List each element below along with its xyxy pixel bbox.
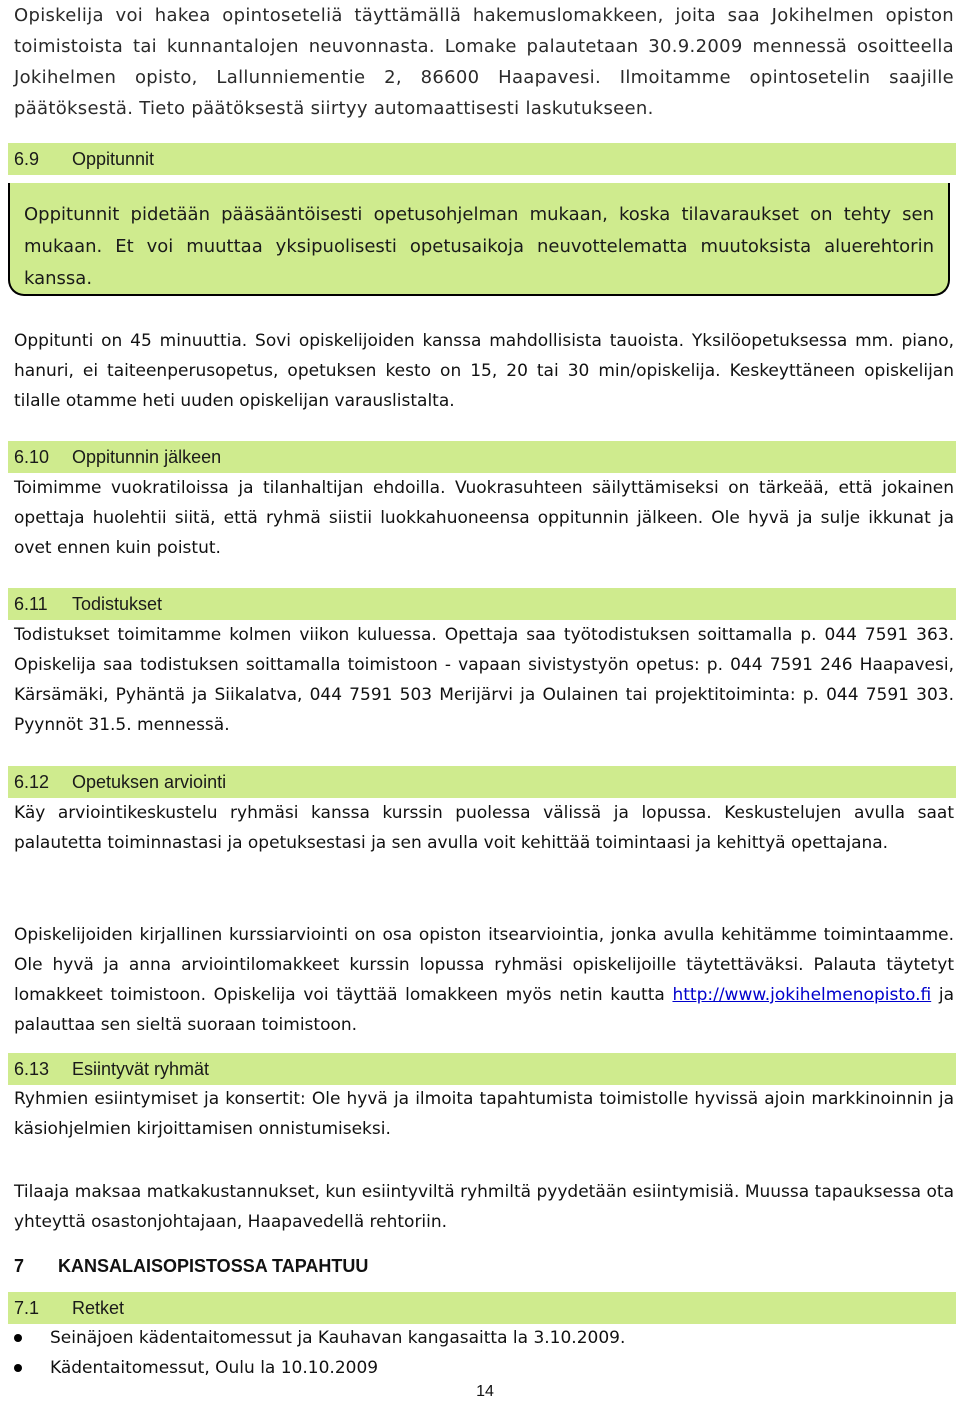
section-number: 6.12 [14, 772, 50, 792]
section-number: 6.11 [14, 594, 48, 614]
section-title: Retket [72, 1298, 125, 1318]
section-title: Oppitunnin jälkeen [72, 447, 222, 467]
esiintyvat-body-1: Ryhmien esiintymiset ja konsertit: Ole hyvä ja ilmoita tapahtumista toimistolle hyvissä ajoin markkinoinnin ja käsiohjelmien kirjoittamisen onnistumiseksi. [14, 1089, 954, 1139]
todistukset-body: Todistukset toimitamme kolmen viikon kuluessa. Opettaja saa työtodistuksen soittamalla p. 044 7591 363. Opiskelija saa todistuksen soittamalla toimistoon - vapaan sivistystyön opetus: p. 044 7591 246 Haapavesi, Kärsämäki, Pyhäntä ja Siikalatva, 044 7591 503 Merijärvi ja Oulainen tai projektitoiminta: p. 044 7591 303. Pyynnöt 31.5. mennessä. [14, 625, 954, 735]
page-number: 14 [476, 1383, 494, 1400]
oppitunnin-jalkeen-body: Toimimme vuokratiloissa ja tilanhaltijan ehdoilla. Vuokrasuhteen säilyttämiseksi on tärkeää, että jokainen opettaja huolehtii siitä, että ryhmä siistii luokkahuoneensa oppitunnin jälkeen. Ole hyvä ja sulje ikkunat ja ovet ennen kuin poistut. [14, 478, 954, 558]
section-heading-6-9 [8, 143, 956, 175]
list-item-text: Kädentaitomessut, Oulu la 10.10.2009 [50, 1358, 379, 1378]
esiintyvat-body-2: Tilaaja maksaa matkakustannukset, kun esiintyviltä ryhmiltä pyydetään esiintymisiä. Muussa tapauksessa ota yhteyttä osastonjohtajaan, Haapavedellä rehtoriin. [14, 1182, 954, 1232]
section-title: Todistukset [72, 594, 163, 614]
section-title: Opetuksen arviointi [72, 772, 227, 792]
arviointi-body-1: Käy arviointikeskustelu ryhmäsi kanssa kurssin puolessa välissä ja lopussa. Keskustelujen avulla saat palautetta toiminnastasi ja opetuksestasi ja sen avulla voit kehittää toimintaasi ja kehittyä opettajana. [14, 803, 954, 853]
callout-box [8, 183, 950, 296]
chapter-number: 7 [14, 1256, 25, 1276]
section-heading-6-11 [8, 588, 956, 620]
website-link[interactable]: http://www.jokihelmenopisto.fi [672, 985, 932, 1005]
section-heading-6-13 [8, 1053, 956, 1085]
intro-paragraph: Opiskelija voi hakea opintoseteliä täyttämällä hakemuslomakkeen, joita saa Jokihelmen opiston toimistoista tai kunnantalojen neuvonnasta. Lomake palautetaan 30.9.2009 mennessä osoitteella Jokihelmen opisto, Lallunniementie 2, 86600 Haapavesi. Ilmoitamme opintosetelin saajille päätöksestä. Tieto päätöksestä siirtyy automaattisesti laskutukseen. [14, 5, 954, 119]
section-title: Esiintyvät ryhmät [72, 1059, 210, 1079]
section-number: 7.1 [14, 1298, 40, 1318]
section-number: 6.10 [14, 447, 50, 467]
arviointi-text: Opiskelijoiden kirjallinen kurssiarviointi on osa opiston itsearviointia, jonka avulla kehitämme toimintaamme. Ole hyvä ja anna arviointilomakkeet kurssin lopussa ryhmäsi opiskelijoille täytettäväksi. Palauta täytetyt lomakkeet toimistoon. Opiskelija voi täyttää lomakkeen myös netin kautta [14, 925, 954, 1005]
arviointi-text-end: ja palauttaa sen sieltä suoraan toimistoon. [14, 985, 955, 1035]
section-number: 6.13 [14, 1059, 50, 1079]
section-number: 6.9 [14, 149, 40, 169]
section-title: Oppitunnit [72, 149, 155, 169]
list-item-text: Seinäjoen kädentaitomessut ja Kauhavan kangasaitta la 3.10.2009. [50, 1328, 626, 1348]
section-heading-6-12 [8, 766, 956, 798]
section-heading-7-1 [8, 1292, 956, 1324]
section-heading-6-10 [8, 441, 956, 473]
chapter-heading-7 [14, 1251, 368, 1281]
bullet-icon [14, 1334, 22, 1342]
callout-text: Oppitunnit pidetään pääsääntöisesti opetusohjelman mukaan, koska tilavaraukset on tehty sen mukaan. Et voi muuttaa yksipuolisesti opetusaikoja neuvottelematta muutoksista aluerehtorin kanssa. [24, 204, 934, 289]
bullet-icon [14, 1364, 22, 1372]
retket-list [14, 1323, 625, 1383]
list-item [14, 1323, 625, 1353]
list-item [14, 1353, 625, 1383]
arviointi-body-2 [14, 920, 954, 1040]
oppitunnit-body: Oppitunti on 45 minuuttia. Sovi opiskelijoiden kanssa mahdollisista tauoista. Yksilöopetuksessa mm. piano, hanuri, ei taiteenperusopetus, opetuksen kesto on 15, 20 tai 30 min/opiskelija. Keskeyttäneen opiskelijan tilalle otamme heti uuden opiskelijan varauslistalta. [14, 331, 954, 411]
chapter-title: KANSALAISOPISTOSSA TAPAHTUU [58, 1256, 369, 1276]
